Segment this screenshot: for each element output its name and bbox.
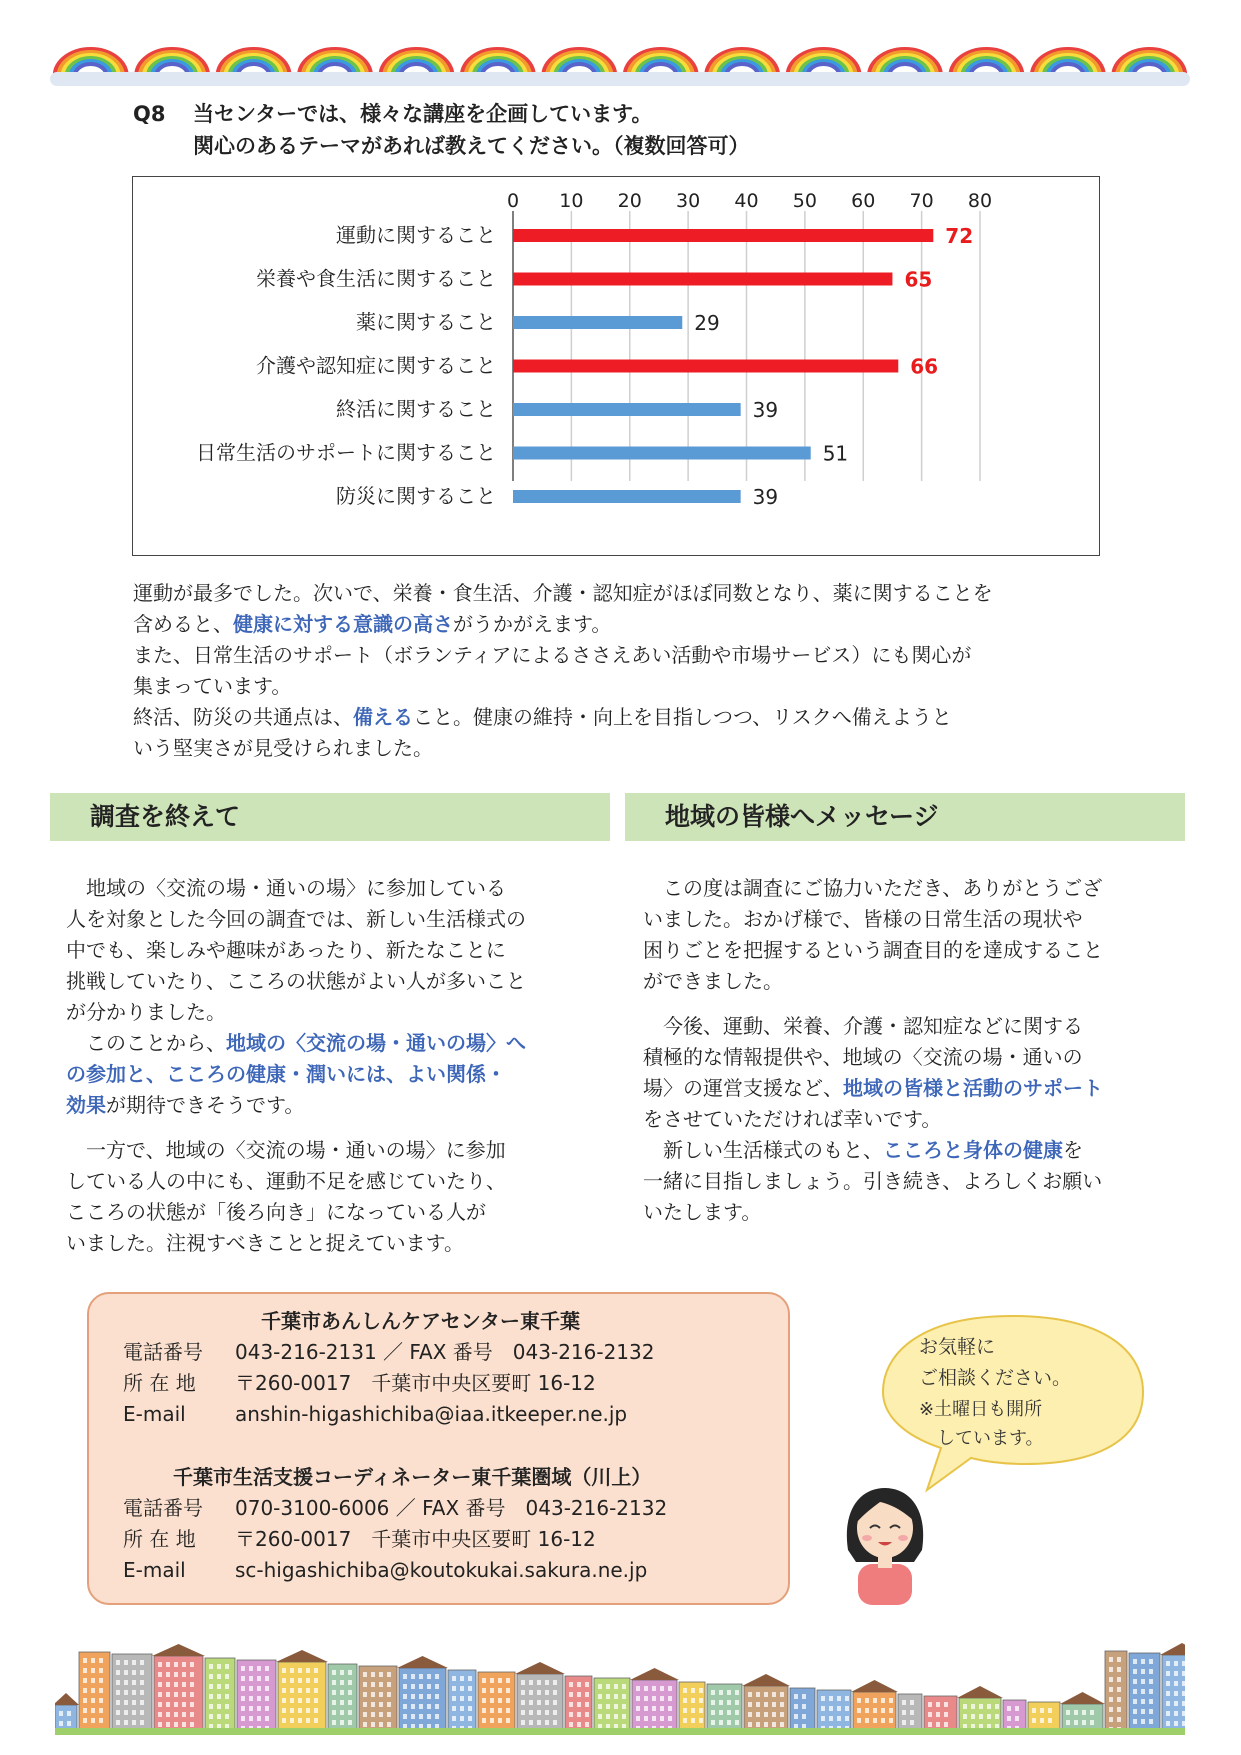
building-icon — [1105, 1651, 1127, 1735]
contact-row-email: E-mail anshin-higashichiba@iaa.itkeeper.ne.jp — [123, 1402, 628, 1426]
text-line: 人を対象とした今回の調査では、新しい生活様式の — [66, 907, 526, 931]
text-line: 中でも、楽しみや趣味があったり、新たなことに — [66, 938, 506, 962]
category-label: 介護や認知症に関すること — [256, 353, 496, 378]
rainbow-icon — [1113, 49, 1185, 76]
text-line: このことから、地域の〈交流の場・通いの場〉へ — [66, 1031, 526, 1055]
text-line: 一緒に目指しましょう。引き続き、よろしくお願い — [643, 1169, 1103, 1193]
bar-value-label: 29 — [694, 311, 720, 335]
question-number: Q8 — [133, 102, 166, 126]
text-line: いたします。 — [643, 1200, 762, 1224]
text-line: 困りごとを把握するという調査目的を達成すること — [643, 938, 1103, 962]
axis-tick-label: 30 — [676, 190, 701, 212]
text-line: 挑戦していたり、こころの状態がよい人が多いこと — [66, 969, 526, 993]
analysis-line: 集まっています。 — [133, 674, 292, 698]
contact-row-phone: 電話番号 070-3100-6006 ／ FAX 番号 043-216-2132 — [123, 1496, 668, 1520]
axis-tick-label: 40 — [734, 190, 759, 212]
cloud-strip — [50, 72, 1190, 86]
building-icon — [328, 1664, 357, 1735]
rainbow-icon — [462, 49, 534, 76]
rainbow-icon — [706, 49, 778, 76]
bar — [513, 229, 933, 242]
question-line-2: 関心のあるテーマがあれば教えてください。（複数回答可） — [193, 134, 750, 158]
building-icon — [707, 1684, 742, 1735]
contact-row-address: 所 在 地 〒260-0017 千葉市中央区要町 16-12 — [123, 1371, 596, 1395]
org-name-coordinator: 千葉市生活支援コーディネーター東千葉圏域（川上） — [173, 1465, 652, 1489]
analysis-line: 含めると、健康に対する意識の高さがうかがえます。 — [133, 612, 612, 636]
category-label: 運動に関すること — [336, 223, 496, 247]
building-icon — [448, 1670, 476, 1735]
bubble-line: ※土曜日も開所 — [919, 1399, 1043, 1420]
bar-value-label: 65 — [904, 267, 933, 292]
highlight-text: 地域の〈交流の場・通いの場〉へ — [226, 1031, 526, 1055]
building-icon — [276, 1650, 328, 1735]
building-icon — [1129, 1653, 1160, 1735]
phone-value[interactable]: 043-216-2131 ／ FAX 番号 043-216-2132 — [235, 1340, 655, 1364]
building-icon — [478, 1672, 515, 1735]
bar-value-label: 39 — [752, 398, 779, 422]
building-icon — [594, 1678, 630, 1735]
highlight-text: 備える — [353, 705, 413, 729]
analysis-line: また、日常生活のサポート（ボランティアによるささえあい活動や市場サービス）にも関心が — [133, 643, 972, 667]
building-icon — [515, 1662, 565, 1735]
building-icon — [397, 1656, 448, 1735]
building-icon — [112, 1654, 152, 1735]
text-line: 一方で、地域の〈交流の場・通いの場〉に参加 — [66, 1138, 506, 1162]
grass-strip — [55, 1728, 1185, 1735]
rainbow-icon — [950, 49, 1022, 76]
bar — [513, 490, 741, 503]
org-name-care-center: 千葉市あんしんケアセンター東千葉 — [261, 1309, 580, 1333]
text-line: こころの状態が「後ろ向き」になっている人が — [66, 1200, 486, 1224]
building-icon — [790, 1688, 815, 1735]
text-line: 効果が期待できそうです。 — [66, 1093, 305, 1117]
rainbow-icon — [788, 49, 860, 76]
building-icon — [237, 1660, 276, 1735]
phone-value[interactable]: 070-3100-6006 ／ FAX 番号 043-216-2132 — [235, 1496, 668, 1520]
highlight-text: こころと身体の健康 — [883, 1138, 1063, 1162]
rainbow-icon — [543, 49, 615, 76]
bar — [513, 316, 682, 329]
text-line: 今後、運動、栄養、介護・認知症などに関する — [643, 1014, 1083, 1038]
building-icon — [205, 1658, 235, 1735]
question-title — [133, 98, 750, 162]
axis-tick-label: 50 — [792, 190, 817, 212]
speech-bubble — [875, 1312, 1150, 1497]
message-text — [643, 873, 1173, 1228]
chart-frame — [132, 176, 1100, 556]
email-link[interactable]: sc-higashichiba@koutokukai.sakura.ne.jp — [235, 1558, 648, 1582]
bar-value-label: 39 — [752, 485, 779, 509]
text-line: この度は調査にご協力いただき、ありがとうござ — [643, 876, 1103, 900]
bubble-line: お気軽に — [919, 1336, 996, 1358]
axis-tick-label: 60 — [851, 190, 876, 212]
section-heading-message: 地域の皆様へメッセージ — [625, 793, 1185, 841]
contact-row-address: 所 在 地 〒260-0017 千葉市中央区要町 16-12 — [123, 1527, 596, 1551]
building-icon — [1160, 1643, 1185, 1735]
text-line: 場〉の運営支援など、地域の皆様と活動のサポート — [643, 1076, 1103, 1100]
category-label: 防災に関すること — [336, 484, 496, 508]
section-heading-survey-end: 調査を終えて — [50, 793, 610, 841]
rainbow-border-decoration — [50, 28, 1190, 88]
analysis-line: 終活、防災の共通点は、備えること。健康の維持・向上を目指しつつ、リスクへ備えようと — [133, 705, 952, 729]
rainbow-icon — [625, 49, 697, 76]
text-line: をさせていただければ幸いです。 — [643, 1107, 942, 1131]
bar-value-label: 51 — [822, 441, 849, 466]
highlight-text: 健康に対する意識の高さ — [233, 612, 453, 636]
text-line: 新しい生活様式のもと、こころと身体の健康を — [643, 1138, 1083, 1162]
rainbow-icon — [869, 49, 941, 76]
building-icon — [851, 1680, 898, 1735]
building-icon — [152, 1644, 205, 1735]
analysis-line: 運動が最多でした。次いで、栄養・食生活、介護・認知症がほぼ同数となり、薬に関することを — [133, 581, 993, 605]
text-line: 積極的な情報提供や、地域の〈交流の場・通いの — [643, 1045, 1083, 1069]
contact-row-phone: 電話番号 043-216-2131 ／ FAX 番号 043-216-2132 — [123, 1340, 655, 1364]
text-line: いました。おかげ様で、皆様の日常生活の現状や — [643, 907, 1083, 931]
analysis-line: いう堅実さが見受けられました。 — [133, 736, 433, 760]
bar-value-label: 66 — [910, 354, 939, 379]
category-label: 日常生活のサポートに関すること — [196, 440, 496, 465]
axis-tick-label: 70 — [909, 190, 934, 212]
text-line: いました。注視すべきことと捉えています。 — [66, 1231, 464, 1255]
rainbow-icon — [1032, 49, 1104, 76]
cityscape-border-decoration — [55, 1640, 1185, 1735]
survey-end-text — [66, 873, 606, 1259]
building-icon — [359, 1666, 397, 1735]
analysis-text — [133, 578, 1113, 764]
axis-tick-label: 80 — [967, 190, 993, 212]
contact-row-email: E-mail sc-higashichiba@koutokukai.sakura.ne.jp — [123, 1558, 648, 1582]
building-icon — [630, 1668, 679, 1735]
bar — [513, 447, 811, 460]
axis-tick-label: 20 — [617, 190, 642, 212]
rainbow-icon — [299, 49, 371, 76]
building-icon — [79, 1652, 110, 1735]
bar — [513, 360, 898, 373]
text-line: 地域の〈交流の場・通いの場〉に参加している — [66, 876, 506, 900]
bubble-line: ご相談ください。 — [919, 1367, 1072, 1389]
rainbow-icon — [380, 49, 452, 76]
contact-box — [87, 1292, 790, 1605]
category-label: 終活に関すること — [336, 397, 496, 421]
building-icon — [957, 1686, 1003, 1735]
building-icon — [679, 1682, 705, 1735]
highlight-text: 地域の皆様と活動のサポート — [843, 1076, 1103, 1100]
text-line: ができました。 — [643, 969, 783, 993]
bar — [513, 403, 741, 416]
question-line-1: 当センターでは、様々な講座を企画しています。 — [193, 102, 653, 126]
text-line: している人の中にも、運動不足を感じていたり、 — [66, 1169, 506, 1193]
highlight-text: 効果 — [66, 1093, 106, 1117]
bubble-line: しています。 — [919, 1428, 1044, 1449]
rainbow-icon — [218, 49, 290, 76]
highlight-text: の参加と、こころの健康・潤いには、よい関係・ — [66, 1062, 506, 1086]
building-icon — [742, 1674, 790, 1735]
axis-tick-label: 10 — [559, 190, 584, 212]
building-icon — [565, 1676, 592, 1735]
bar-value-label: 72 — [945, 224, 974, 248]
category-label: 栄養や食生活に関すること — [256, 266, 496, 291]
text-line: が分かりました。 — [66, 1000, 226, 1024]
axis-tick-label: 0 — [506, 190, 520, 212]
category-label: 薬に関すること — [356, 310, 496, 334]
bar-chart — [133, 177, 1099, 555]
rainbow-icon — [55, 49, 127, 76]
bar — [513, 273, 892, 286]
email-link[interactable]: anshin-higashichiba@iaa.itkeeper.ne.jp — [235, 1402, 628, 1426]
rainbow-icon — [136, 49, 208, 76]
woman-illustration — [840, 1480, 930, 1605]
